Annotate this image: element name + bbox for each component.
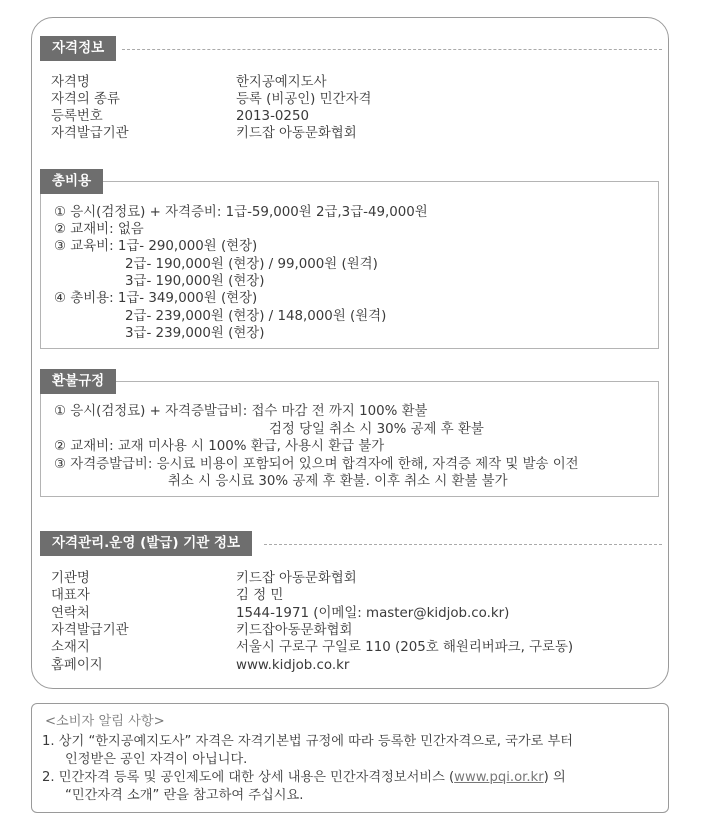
info-card bbox=[31, 17, 669, 689]
cost-heading: 총비용 bbox=[40, 169, 103, 194]
mgmt-value: 김 정 민 bbox=[236, 588, 284, 603]
mgmt-key: 자격발급기관 bbox=[51, 623, 129, 638]
cost-line: 2급- 239,000원 (현장) / 148,000원 (원격) bbox=[125, 309, 387, 324]
mgmt-key: 홈페이지 bbox=[51, 658, 103, 673]
cost-line: 3급- 239,000원 (현장) bbox=[125, 326, 265, 341]
qualification-heading: 자격정보 bbox=[40, 36, 116, 61]
mgmt-value: 키드잡 아동문화협회 bbox=[236, 571, 357, 586]
consumer-notice bbox=[31, 703, 669, 813]
mgmt-key: 소재지 bbox=[51, 640, 90, 655]
pqi-link[interactable]: www.pqi.or.kr bbox=[454, 770, 544, 785]
divider bbox=[122, 49, 662, 50]
qual-key: 자격명 bbox=[51, 75, 90, 90]
qual-value: 한지공예지도사 bbox=[236, 75, 327, 90]
notice-line: 인정받은 공인 자격이 아닙니다. bbox=[65, 752, 248, 767]
notice-text: 2. 민간자격 등록 및 공인제도에 대한 상세 내용은 민간자격정보서비스 ( bbox=[42, 770, 455, 785]
qual-key: 자격의 종류 bbox=[51, 92, 120, 107]
refund-line: ① 응시(검정료) + 자격증발급비: 접수 마감 전 까지 100% 환불 bbox=[54, 404, 428, 419]
divider bbox=[264, 544, 662, 545]
mgmt-key: 기관명 bbox=[51, 571, 90, 586]
refund-heading: 환불규정 bbox=[40, 369, 116, 394]
notice-line bbox=[42, 769, 566, 786]
mgmt-value: 1544-1971 (이메일: master@kidjob.co.kr) bbox=[236, 606, 510, 621]
refund-line: ③ 자격증발급비: 응시료 비용이 포함되어 있으며 합격자에 한해, 자격증 제작 및 발송 이전 bbox=[54, 457, 579, 472]
qual-key: 등록번호 bbox=[51, 109, 103, 124]
cost-line: ② 교재비: 없음 bbox=[54, 222, 144, 237]
cost-line: ③ 교육비: 1급- 290,000원 (현장) bbox=[54, 239, 258, 254]
qual-value: 2013-0250 bbox=[236, 109, 309, 124]
mgmt-key: 연락처 bbox=[51, 606, 90, 621]
notice-line: “민간자격 소개” 란을 참고하여 주십시요. bbox=[65, 788, 304, 803]
management-heading: 자격관리.운영 (발급) 기관 정보 bbox=[40, 531, 252, 556]
cost-line: ① 응시(검정료) + 자격증비: 1급-59,000원 2급,3급-49,000원 bbox=[54, 205, 428, 220]
cost-line: ④ 총비용: 1급- 349,000원 (현장) bbox=[54, 291, 258, 306]
refund-line: 취소 시 응시료 30% 공제 후 환불. 이후 취소 시 환불 불가 bbox=[168, 474, 508, 489]
mgmt-value: 키드잡아동문화협회 bbox=[236, 623, 353, 638]
mgmt-key: 대표자 bbox=[51, 588, 90, 603]
qual-value: 키드잡 아동문화협회 bbox=[236, 126, 357, 141]
mgmt-value: 서울시 구로구 구일로 110 (205호 해원리버파크, 구로동) bbox=[236, 640, 574, 655]
mgmt-value: www.kidjob.co.kr bbox=[236, 658, 350, 673]
cost-line: 2급- 190,000원 (현장) / 99,000원 (원격) bbox=[125, 257, 378, 272]
qual-value: 등록 (비공인) 민간자격 bbox=[236, 92, 372, 107]
qual-key: 자격발급기관 bbox=[51, 126, 129, 141]
refund-line: 검정 당일 취소 시 30% 공제 후 환불 bbox=[269, 422, 484, 437]
notice-title: <소비자 알림 사항> bbox=[45, 714, 165, 729]
notice-line: 1. 상기 “한지공예지도사” 자격은 자격기본법 규정에 따라 등록한 민간자격으로, 국가로 부터 bbox=[42, 734, 573, 749]
refund-line: ② 교재비: 교재 미사용 시 100% 환급, 사용시 환급 불가 bbox=[54, 439, 385, 454]
cost-line: 3급- 190,000원 (현장) bbox=[125, 274, 265, 289]
notice-text: ) 의 bbox=[543, 770, 566, 785]
